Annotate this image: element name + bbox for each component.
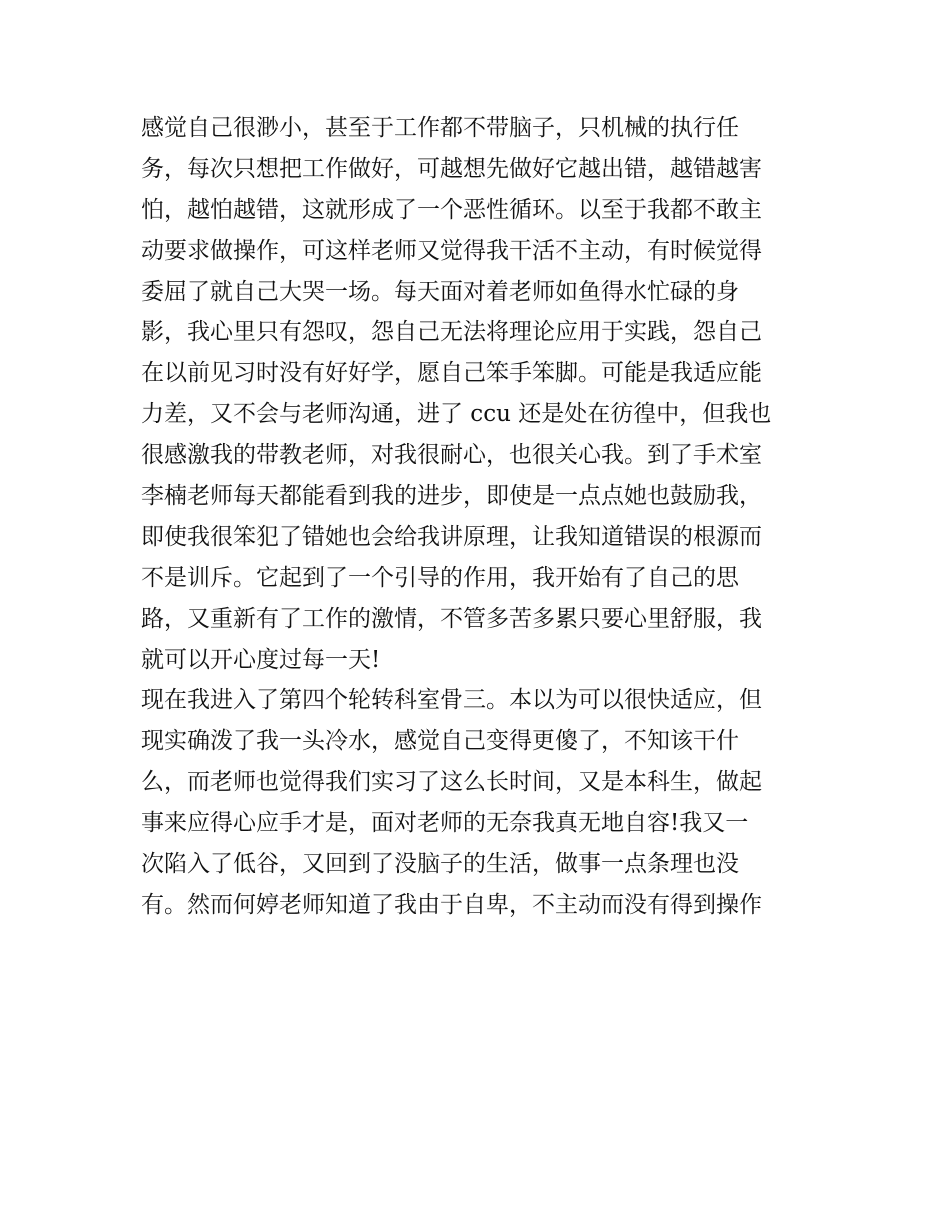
- text-line: 在以前见习时没有好好学，愿自己笨手笨脚。可能是我适应能: [141, 360, 762, 387]
- body-text: [141, 108, 816, 926]
- text-line: 事来应得心应手才是，面对老师的无奈我真无地自容!我又一: [141, 810, 749, 837]
- text-line: 现实确泼了我一头冷水，感觉自己变得更傻了，不知该干什: [141, 728, 739, 755]
- text-line: 就可以开心度过每一天!: [141, 646, 381, 673]
- text-line: 有。然而何婷老师知道了我由于自卑，不主动而没有得到操作: [141, 891, 762, 918]
- text-line: 现在我进入了第四个轮转科室骨三。本以为可以很快适应，但: [141, 687, 762, 714]
- text-line: 影，我心里只有怨叹，怨自己无法将理论应用于实践，怨自己: [141, 319, 762, 346]
- text-line: 即使我很笨犯了错她也会给我讲原理，让我知道错误的根源而: [141, 523, 762, 550]
- text-line: 务，每次只想把工作做好，可越想先做好它越出错，越错越害: [141, 155, 762, 182]
- text-line: 次陷入了低谷，又回到了没脑子的生活，做事一点条理也没: [141, 851, 739, 878]
- text-line: 力差，又不会与老师沟通，进了 ccu 还是处在彷徨中，但我也: [141, 401, 772, 428]
- text-line: 感觉自己很渺小，甚至于工作都不带脑子，只机械的执行任: [141, 115, 739, 141]
- text-line: 很感激我的带教老师，对我很耐心，也很关心我。到了手术室: [141, 442, 762, 469]
- text-line: 委屈了就自己大哭一场。每天面对着老师如鱼得水忙碌的身: [141, 278, 739, 305]
- text-line: 不是训斥。它起到了一个引导的作用，我开始有了自己的思: [141, 564, 739, 591]
- text-line: 怕，越怕越错，这就形成了一个恶性循环。以至于我都不敢主: [141, 196, 762, 223]
- text-line: 动要求做操作，可这样老师又觉得我干活不主动，有时候觉得: [141, 237, 762, 264]
- text-line: 路，又重新有了工作的激情，不管多苦多累只要心里舒服，我: [141, 605, 762, 632]
- text-line: 李楠老师每天都能看到我的进步，即使是一点点她也鼓励我，: [141, 483, 762, 510]
- text-line: 么，而老师也觉得我们实习了这么长时间，又是本科生，做起: [141, 769, 762, 796]
